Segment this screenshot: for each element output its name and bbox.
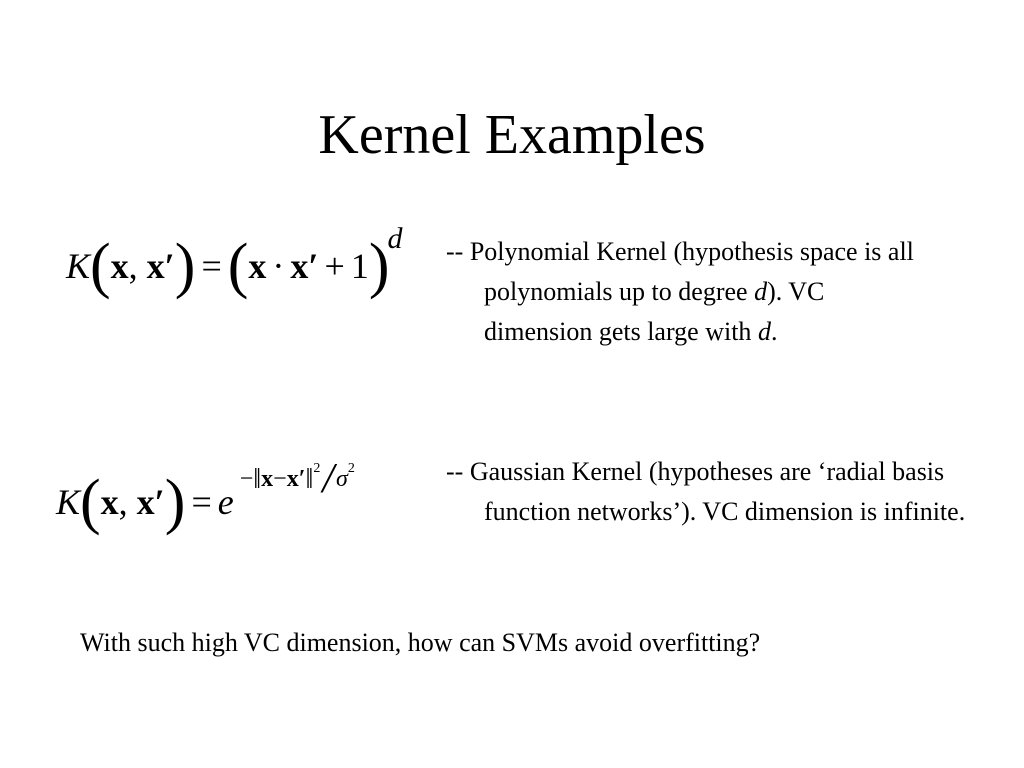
degree-exponent: d	[387, 222, 403, 255]
left-paren: (	[80, 468, 101, 536]
gaussian-desc-text: -- Gaussian Kernel (hypotheses are ‘radial basis function networks’). VC dimension is infinite.	[446, 457, 966, 526]
right-paren: )	[164, 468, 186, 536]
vector-x: x	[248, 246, 267, 286]
plus-sign: +	[324, 246, 345, 286]
division-slash: /	[322, 456, 335, 502]
polynomial-kernel-description	[446, 232, 916, 352]
exp-minus: −	[239, 466, 254, 492]
sigma-symbol: σ	[336, 466, 348, 492]
sigma-square: 2	[347, 461, 355, 476]
exp-inner-minus: −	[273, 466, 287, 492]
comma: ,	[118, 482, 128, 522]
polynomial-desc-lead: -- Polynomial Kernel (hypothesis space is all polynomials up to degree	[446, 237, 914, 306]
right-paren: )	[174, 232, 196, 300]
equals-sign: =	[201, 246, 222, 286]
polynomial-kernel-formula	[66, 222, 403, 300]
euler-e: e	[217, 482, 234, 522]
norm-open: ‖	[253, 464, 262, 495]
kernel-symbol: K	[56, 482, 81, 522]
exp-vector-x: x	[261, 466, 274, 492]
question-text: With such high VC dimension, how can SVMs avoid overfitting?	[80, 628, 761, 657]
polynomial-desc-mid: ). VC dimension gets large with	[484, 277, 825, 346]
vector-x: x	[110, 246, 129, 286]
left-paren: (	[227, 232, 249, 300]
vector-x-prime: x′	[146, 246, 175, 286]
gaussian-exponent	[239, 452, 355, 502]
polynomial-desc-var: d	[757, 317, 771, 346]
polynomial-desc-var: d	[754, 277, 768, 306]
dot-operator: ·	[272, 246, 285, 286]
gaussian-kernel-formula	[56, 452, 355, 536]
norm-close: ‖	[305, 464, 314, 495]
left-paren: (	[90, 232, 111, 300]
right-paren: )	[368, 232, 390, 300]
vector-x: x	[100, 482, 119, 522]
gaussian-kernel-description	[446, 452, 966, 532]
closing-question	[80, 622, 840, 664]
slide-title: Kernel Examples	[318, 104, 706, 166]
norm-square: 2	[313, 461, 321, 476]
equals-sign: =	[191, 482, 212, 522]
polynomial-desc-end: .	[770, 317, 778, 346]
vector-x-prime: x′	[136, 482, 165, 522]
exp-vector-x-prime: x′	[286, 466, 306, 492]
vector-x-prime: x′	[290, 246, 319, 286]
constant-one: 1	[350, 246, 369, 286]
comma: ,	[128, 246, 138, 286]
kernel-symbol: K	[66, 246, 91, 286]
